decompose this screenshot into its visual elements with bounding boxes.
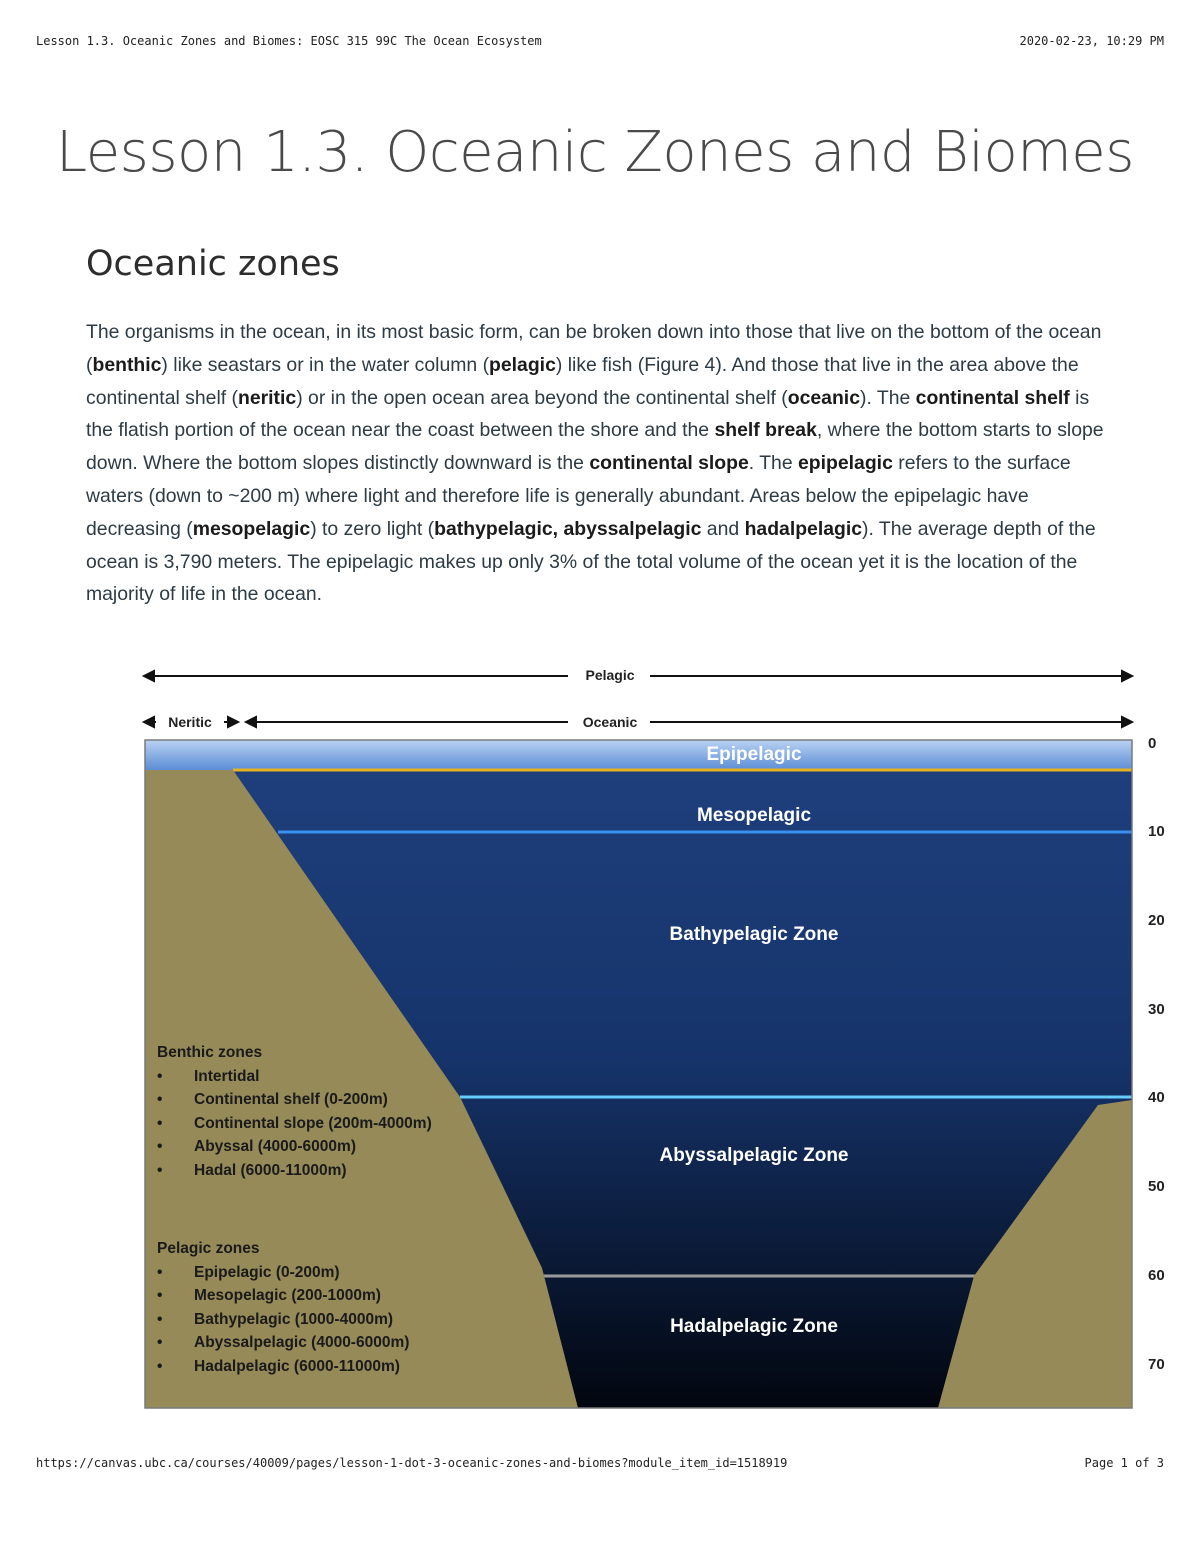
list-bullet: • <box>157 1068 163 1085</box>
print-header-timestamp: 2020-02-23, 10:29 PM <box>1019 34 1164 48</box>
oceanic-arrow <box>246 717 1132 727</box>
depth-tick: 10 <box>1148 823 1165 840</box>
paragraph-text: ). The average depth of the ocean is 3,790 meters. The epipelagic makes up only 3% of the total volume of the ocean yet it is the location of the majority of life in the ocean. <box>86 517 1096 606</box>
benthic-item: Abyssal (4000-6000m) <box>194 1138 356 1155</box>
depth-tick: 60 <box>1148 1267 1165 1284</box>
pelagic-item: Abyssalpelagic (4000-6000m) <box>194 1334 410 1351</box>
pelagic-label: Pelagic <box>585 667 635 683</box>
paragraph-text: , where the bottom starts to slope down. Where the bottom slopes distinctly downward is the <box>86 419 1104 475</box>
depth-tick: 20 <box>1148 912 1165 929</box>
paragraph-text: refers to the surface waters (down to ~200 m) where light and therefore life is generally abundant. Areas below the epipelagic have decreasing ( <box>86 452 1071 540</box>
zone-label-hadalpelagic: Hadalpelagic Zone <box>670 1316 838 1337</box>
paragraph-text: and <box>701 517 745 540</box>
depth-tick: 50 <box>1148 1178 1165 1195</box>
pelagic-item: Bathypelagic (1000-4000m) <box>194 1311 394 1328</box>
pelagic-item: Epipelagic (0-200m) <box>194 1264 340 1281</box>
list-bullet: • <box>157 1287 163 1304</box>
depth-tick: 0 <box>1148 735 1157 752</box>
paragraph-text: ) like fish (Figure 4). And those that live in the area above the continental shelf ( <box>86 353 1079 409</box>
list-bullet: • <box>157 1334 163 1351</box>
oceanic-zones-diagram <box>138 660 1168 1420</box>
oceanic-label: Oceanic <box>582 714 638 730</box>
zone-label-abyssalpelagic: Abyssalpelagic Zone <box>659 1145 849 1166</box>
page-url: https://canvas.ubc.ca/courses/40009/pages/lesson-1-dot-3-oceanic-zones-and-biomes?module_item_id=1518919 <box>36 1456 788 1470</box>
epipelagic-water <box>145 740 1132 770</box>
depth-tick: 30 <box>1148 1001 1165 1018</box>
neritic-label: Neritic <box>168 714 212 730</box>
bold-term: shelf break <box>714 419 817 442</box>
paragraph-text: ) or in the open ocean area beyond the continental shelf ( <box>296 386 788 409</box>
list-bullet: • <box>157 1091 163 1108</box>
zone-label-mesopelagic: Mesopelagic <box>696 805 812 826</box>
paragraph-text: ). The <box>859 386 916 409</box>
benthic-item: Hadal (6000-11000m) <box>194 1162 347 1179</box>
benthic-item: Continental slope (200m-4000m) <box>194 1115 432 1132</box>
paragraph-text: ) to zero light ( <box>310 517 435 540</box>
bold-term: oceanic <box>787 386 860 409</box>
list-bullet: • <box>157 1115 163 1132</box>
body-paragraph <box>86 316 1116 611</box>
pelagic-zones-title: Pelagic zones <box>157 1240 260 1257</box>
oceanic-zones-figure <box>138 660 1168 1420</box>
list-bullet: • <box>157 1162 163 1179</box>
list-bullet: • <box>157 1264 163 1281</box>
paragraph-text: ) like seastars or in the water column ( <box>161 353 490 376</box>
bold-term: pelagic <box>489 353 556 376</box>
bold-term: continental slope <box>589 452 749 475</box>
print-header-title: Lesson 1.3. Oceanic Zones and Biomes: EOSC 315 99C The Ocean Ecosystem <box>36 34 542 48</box>
page-title: Lesson 1.3. Oceanic Zones and Biomes <box>56 120 1134 185</box>
page-number: Page 1 of 3 <box>1084 1456 1164 1470</box>
zone-label-epipelagic: Epipelagic <box>706 744 802 765</box>
benthic-item: Continental shelf (0-200m) <box>194 1091 388 1108</box>
paragraph-text: . The <box>748 452 799 475</box>
pelagic-item: Hadalpelagic (6000-11000m) <box>194 1358 400 1375</box>
bold-term: neritic <box>237 386 297 409</box>
depth-tick: 40 <box>1148 1089 1165 1106</box>
pelagic-arrow <box>144 671 1132 681</box>
list-bullet: • <box>157 1138 163 1155</box>
bold-term: epipelagic <box>798 452 893 475</box>
list-bullet: • <box>157 1358 163 1375</box>
depth-tick: 70 <box>1148 1356 1165 1373</box>
bold-term: continental shelf <box>915 386 1070 409</box>
paragraph-text: is the flatish portion of the ocean near the coast between the shore and the <box>86 386 1090 442</box>
section-heading: Oceanic zones <box>86 244 340 284</box>
benthic-zones-title: Benthic zones <box>157 1044 263 1061</box>
paragraph-text: The organisms in the ocean, in its most basic form, can be broken down into those that live on the bottom of the ocean ( <box>86 321 1102 376</box>
bold-term: benthic <box>92 353 162 376</box>
benthic-item: Intertidal <box>194 1068 260 1085</box>
bold-term: mesopelagic <box>192 517 311 540</box>
pelagic-item: Mesopelagic (200-1000m) <box>194 1287 381 1304</box>
bold-term: bathypelagic, abyssalpelagic <box>434 517 702 540</box>
bold-term: hadalpelagic <box>744 517 863 540</box>
list-bullet: • <box>157 1311 163 1328</box>
zone-label-bathypelagic: Bathypelagic Zone <box>669 924 839 945</box>
